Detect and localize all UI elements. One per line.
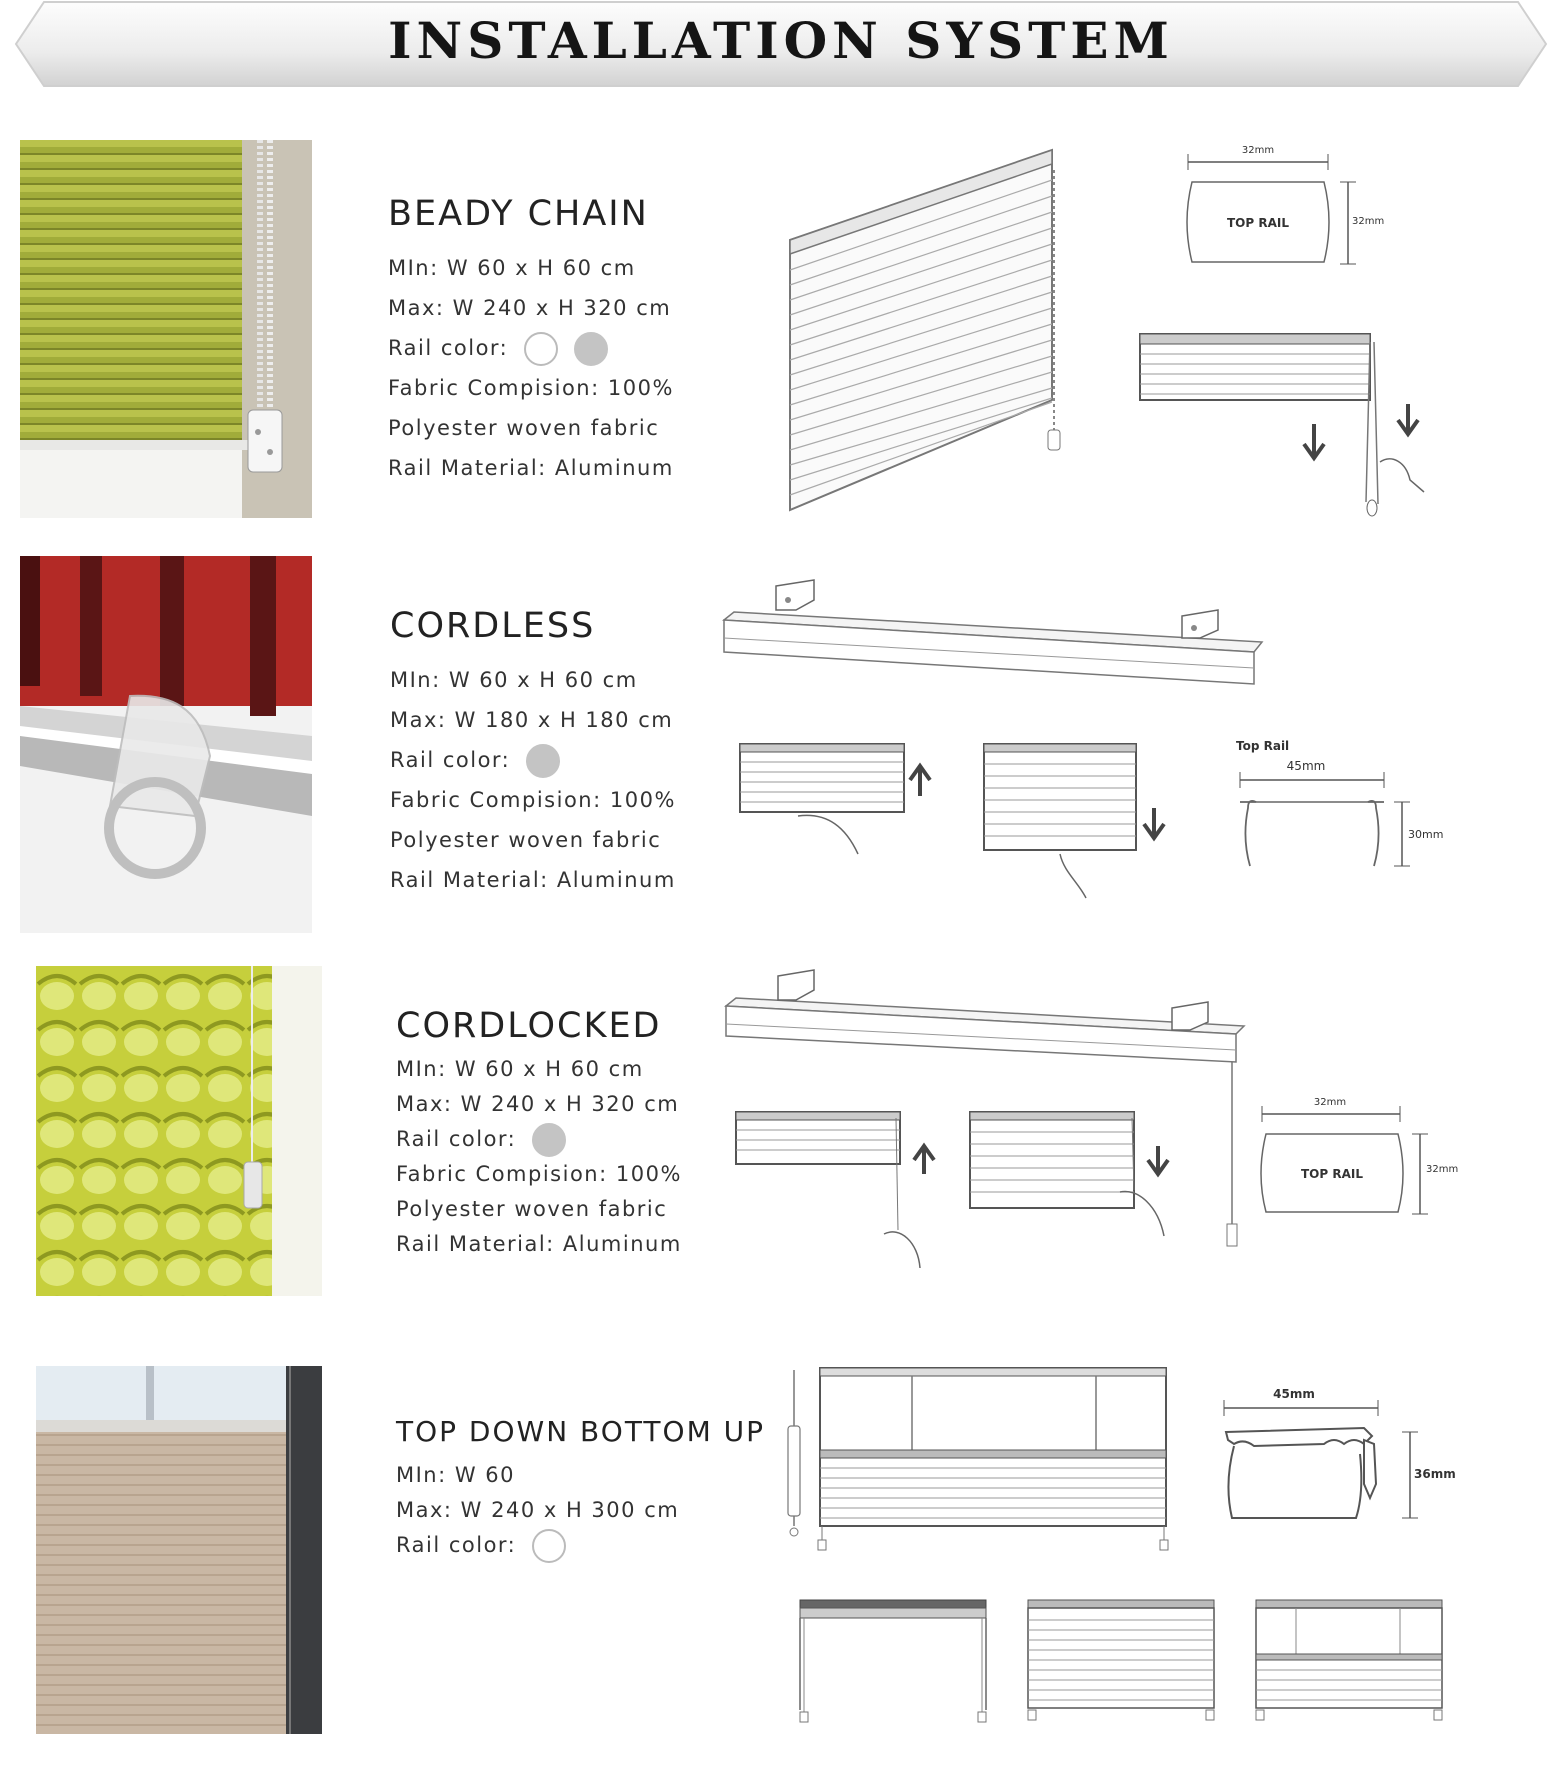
rail-height-label: 32mm <box>1426 1164 1459 1175</box>
rail-width-label: 45mm <box>1273 1387 1315 1401</box>
rail-color-grey-swatch <box>526 744 560 778</box>
rail-color-label: Rail color: <box>390 748 511 772</box>
rail-color-row <box>396 1122 682 1157</box>
rail-color-label: Rail color: <box>396 1533 517 1557</box>
min-size: MIn: W 60 x H 60 cm <box>396 1057 644 1081</box>
rail-width-label: 32mm <box>1313 1097 1347 1108</box>
title-banner <box>14 0 1548 92</box>
rail-material: Rail Material: Aluminum <box>396 1232 682 1256</box>
fabric-composition: Fabric Compision: 100% <box>388 376 674 400</box>
top-down-bottom-up-spec <box>396 1412 765 1563</box>
fabric-composition: Fabric Compision: 100% <box>390 788 676 812</box>
beady-chain-title: BEADY CHAIN <box>388 194 649 234</box>
max-size: Max: W 240 x H 300 cm <box>396 1498 680 1522</box>
rail-color-white-swatch <box>524 332 558 366</box>
rail-color-grey-swatch <box>532 1123 566 1157</box>
cordless-rail-profile <box>1230 738 1460 878</box>
rail-name-label: TOP RAIL <box>1301 1167 1363 1181</box>
cordlocked-rail-profile <box>1252 1094 1472 1224</box>
fabric-composition: Fabric Compision: 100% <box>396 1162 682 1186</box>
page-title: INSTALLATION SYSTEM <box>388 11 1174 70</box>
cordless-lower-drawing <box>982 742 1172 902</box>
rail-height-label: 30mm <box>1408 828 1444 841</box>
rail-color-row <box>388 328 674 368</box>
rail-material: Rail Material: Aluminum <box>388 456 674 480</box>
cordlocked-lower-drawing <box>968 1110 1188 1250</box>
top-down-bottom-up-photo <box>36 1366 322 1734</box>
beady-chain-blind-drawing <box>780 140 1080 520</box>
cordless-photo <box>20 556 312 933</box>
rail-color-label: Rail color: <box>388 336 509 360</box>
cordlocked-photo <box>36 966 322 1296</box>
rail-material: Rail Material: Aluminum <box>390 868 676 892</box>
rail-color-row <box>396 1528 765 1563</box>
beady-chain-spec <box>388 194 674 488</box>
cordlocked-title: CORDLOCKED <box>396 1006 662 1046</box>
top-down-bottom-up-title: TOP DOWN BOTTOM UP <box>396 1415 766 1448</box>
rail-width-label: 32mm <box>1241 145 1275 156</box>
rail-width-label: 45mm <box>1286 759 1326 773</box>
cordless-raise-drawing <box>738 742 928 862</box>
tdbu-config-bottom-up <box>1252 1598 1452 1728</box>
fabric-type: Polyester woven fabric <box>396 1197 668 1221</box>
fabric-type: Polyester woven fabric <box>388 416 660 440</box>
rail-height-label: 32mm <box>1352 216 1385 227</box>
rail-name-label: TOP RAIL <box>1227 216 1289 230</box>
tdbu-rail-profile <box>1214 1384 1454 1534</box>
tdbu-config-top-open <box>796 1598 996 1728</box>
max-size: Max: W 180 x H 180 cm <box>390 708 674 732</box>
cordless-spec <box>390 606 676 900</box>
cordlocked-spec <box>396 1006 682 1262</box>
cordless-headrail-drawing <box>722 580 1262 690</box>
min-size: MIn: W 60 x H 60 cm <box>390 668 638 692</box>
rail-name-label: Top Rail <box>1236 739 1290 753</box>
max-size: Max: W 240 x H 320 cm <box>388 296 672 320</box>
beady-chain-rail-profile <box>1178 142 1385 272</box>
tdbu-config-closed <box>1024 1598 1224 1728</box>
beady-chain-operation-drawing <box>1138 332 1458 522</box>
tdbu-blind-drawing <box>782 1366 1182 1556</box>
rail-color-grey-swatch <box>574 332 608 366</box>
cordless-title: CORDLESS <box>390 606 596 646</box>
min-size: MIn: W 60 <box>396 1463 516 1487</box>
min-size: MIn: W 60 x H 60 cm <box>388 256 636 280</box>
fabric-type: Polyester woven fabric <box>390 828 662 852</box>
rail-height-label: 36mm <box>1414 1467 1456 1481</box>
cordlocked-raise-drawing <box>734 1110 944 1280</box>
rail-color-label: Rail color: <box>396 1127 517 1151</box>
beady-chain-photo <box>20 140 312 518</box>
rail-color-row <box>390 740 676 780</box>
rail-color-white-swatch <box>532 1529 566 1563</box>
max-size: Max: W 240 x H 320 cm <box>396 1092 680 1116</box>
